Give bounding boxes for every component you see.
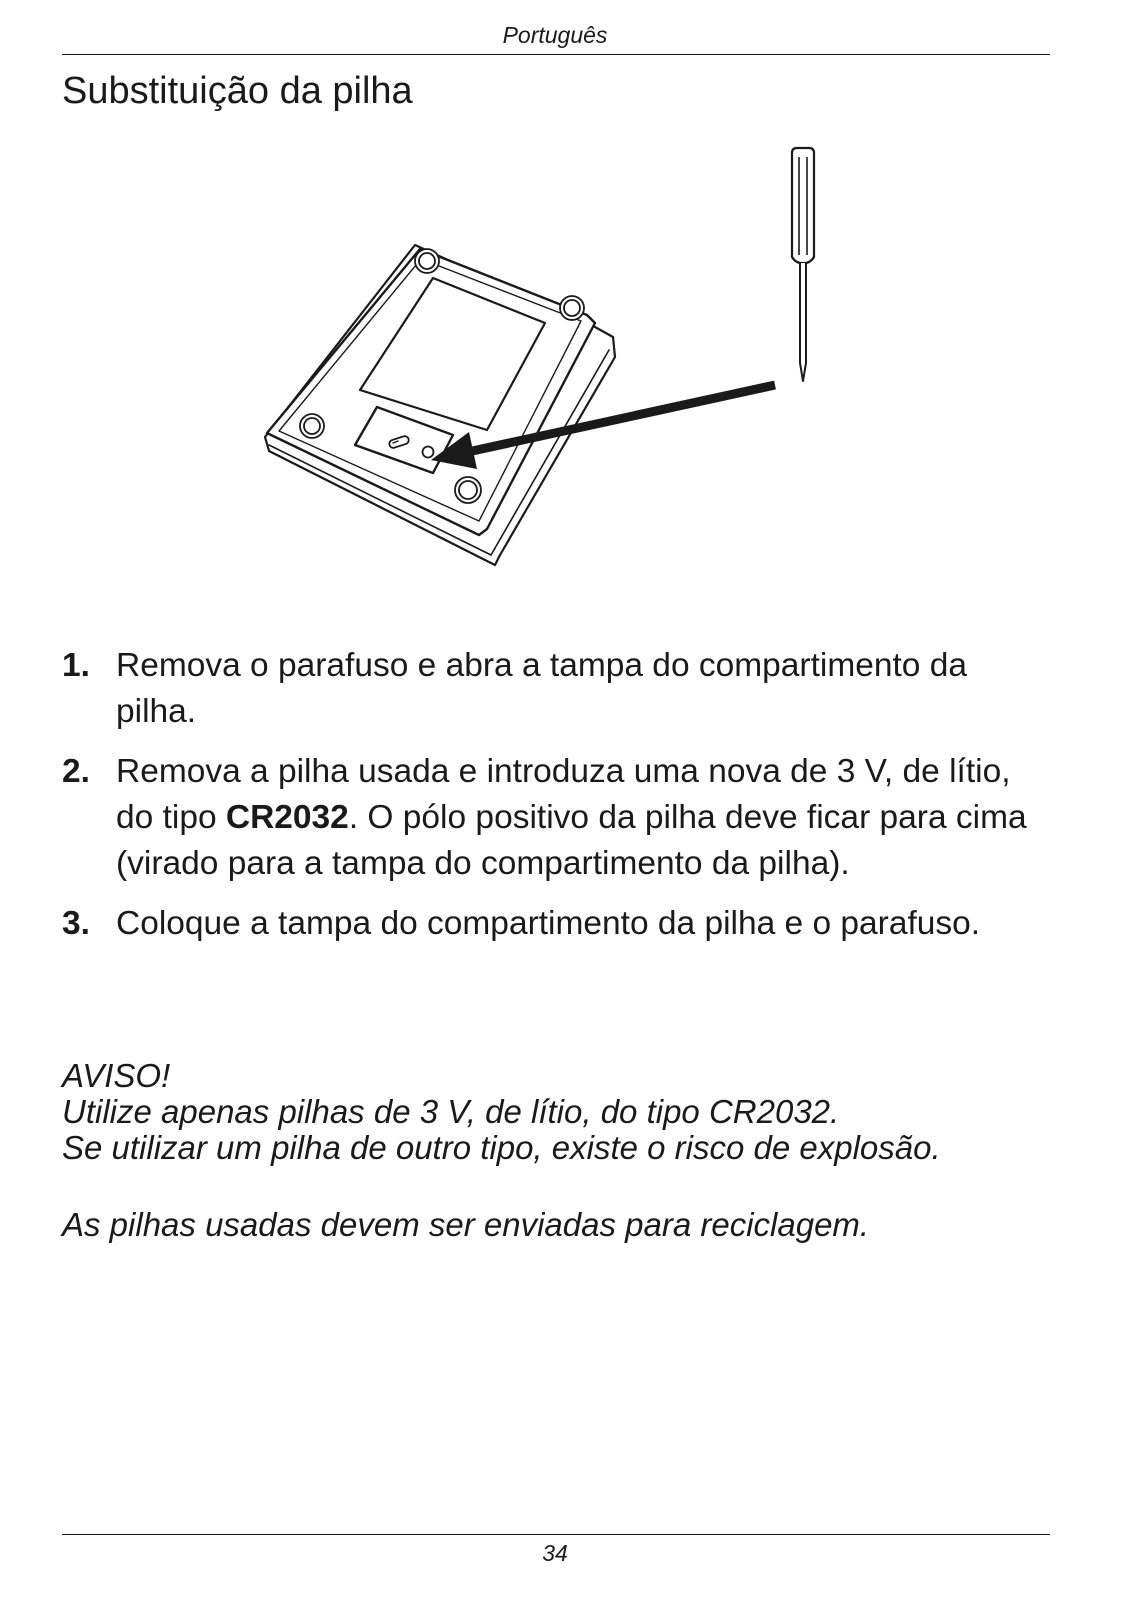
step-number: 2. (62, 753, 90, 790)
step-3 (62, 901, 1052, 947)
battery-type: CR2032 (225, 799, 349, 836)
warning-line-1: Utilize apenas pilhas de 3 V, de lítio, do tipo CR2032. (62, 1093, 840, 1130)
step-text: Remova a pilha usada e introduza uma nova de 3 V, de lítio, do tipo (116, 753, 1011, 836)
warning-line-2: Se utilizar um pilha de outro tipo, existe o risco de explosão. (62, 1129, 941, 1166)
battery-replacement-illustration (255, 145, 855, 590)
recycle-note: As pilhas usadas devem ser enviadas para reciclagem. (62, 1206, 870, 1243)
step-text-continued: . O pólo positivo da pilha deve ficar para cima (virado para a tampa do compartimento da pilha). (116, 799, 1027, 882)
screwdriver-icon (792, 148, 814, 381)
footer-divider (62, 1534, 1050, 1535)
device-illustration (265, 245, 615, 565)
step-number: 3. (62, 905, 90, 942)
header-language: Português (502, 22, 608, 48)
header-divider (62, 54, 1050, 55)
step-text: Remova o parafuso e abra a tampa do compartimento da pilha. (116, 647, 968, 730)
warning-title: AVISO! (62, 1057, 171, 1094)
page-number: 34 (542, 1540, 568, 1566)
step-2 (62, 749, 1052, 887)
page-title: Substituição da pilha (62, 70, 413, 112)
step-text: Coloque a tampa do compartimento da pilha e o parafuso. (116, 905, 981, 942)
warning-block (62, 1058, 1062, 1166)
instruction-steps (62, 643, 1052, 961)
step-number: 1. (62, 647, 90, 684)
cover-screw (423, 447, 434, 458)
step-1 (62, 643, 1052, 735)
